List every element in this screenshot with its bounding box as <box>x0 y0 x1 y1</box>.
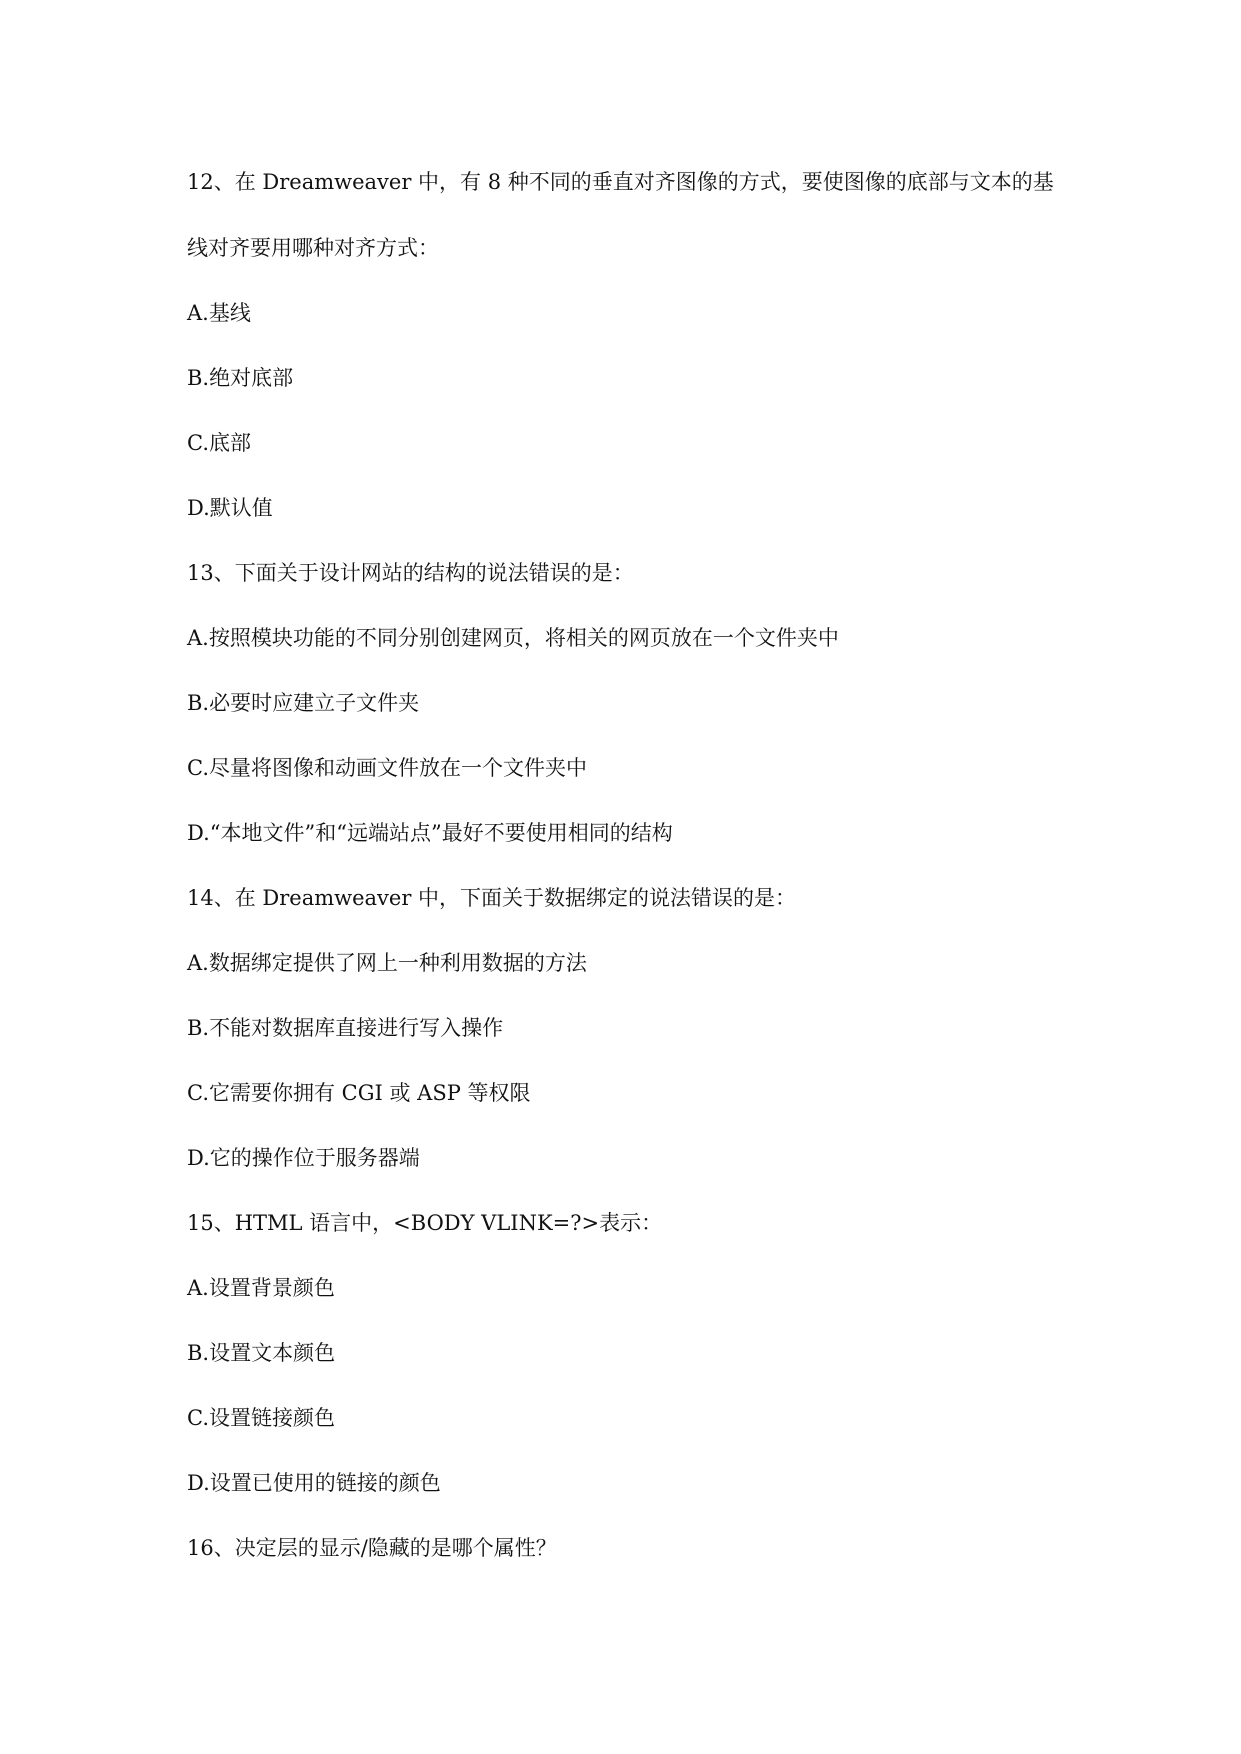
question-12-option-d: D.默认值 <box>187 496 273 520</box>
question-12-option-a: A.基线 <box>187 301 251 325</box>
question-16-stem: 16、决定层的显示/隐藏的是哪个属性？ <box>187 1536 557 1560</box>
question-14-stem: 14、在 Dreamweaver 中，下面关于数据绑定的说法错误的是： <box>187 886 797 910</box>
question-12-stem-line-2: 线对齐要用哪种对齐方式： <box>187 236 439 260</box>
question-15-option-d: D.设置已使用的链接的颜色 <box>187 1471 441 1495</box>
question-15-option-a: A.设置背景颜色 <box>187 1276 335 1300</box>
question-12-option-b: B.绝对底部 <box>187 366 294 390</box>
question-14-option-a: A.数据绑定提供了网上一种利用数据的方法 <box>187 951 587 975</box>
question-12-stem-line-1: 12、在 Dreamweaver 中，有 8 种不同的垂直对齐图像的方式，要使图像的底部与文本的基 <box>187 170 1054 194</box>
question-13-option-c: C.尽量将图像和动画文件放在一个文件夹中 <box>187 756 587 780</box>
question-15-option-b: B.设置文本颜色 <box>187 1341 336 1365</box>
question-15-stem: 15、HTML 语言中，<BODY VLINK=?>表示： <box>187 1211 663 1235</box>
question-13-option-d: D.“本地文件”和“远端站点”最好不要使用相同的结构 <box>187 821 673 845</box>
question-14-option-b: B.不能对数据库直接进行写入操作 <box>187 1016 504 1040</box>
question-13-option-b: B.必要时应建立子文件夹 <box>187 691 420 715</box>
question-14-option-c: C.它需要你拥有 CGI 或 ASP 等权限 <box>187 1081 531 1105</box>
question-14-option-d: D.它的操作位于服务器端 <box>187 1146 420 1170</box>
question-13-stem: 13、下面关于设计网站的结构的说法错误的是： <box>187 561 634 585</box>
question-12-option-c: C.底部 <box>187 431 251 455</box>
question-15-option-c: C.设置链接颜色 <box>187 1406 335 1430</box>
question-13-option-a: A.按照模块功能的不同分别创建网页，将相关的网页放在一个文件夹中 <box>187 626 839 650</box>
